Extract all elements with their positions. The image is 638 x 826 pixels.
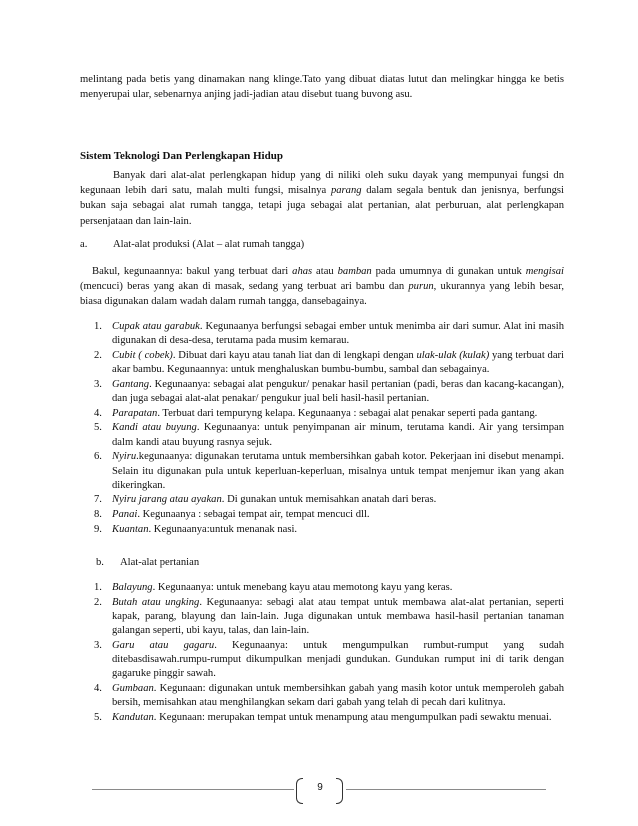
item-text-secondary: yang terbuat dari akar bambu. Kegunaannya: untuk menghaluskan bumbu-bumbu, sambal dan sebagainya.: [112, 349, 564, 376]
item-name: Gantang: [112, 378, 150, 390]
sub-heading-b: [96, 557, 199, 568]
list-number: 4.: [94, 682, 102, 694]
list-item: [94, 682, 564, 710]
list-item: [94, 523, 564, 537]
item-text: . Kegunaan: digunakan untuk membersihkan gabah yang masih kotor untuk memperoleh gabah bersih, memisahkan atau menghilangkan sekam dari gabah yang telah di pecah dari kulitnya.: [112, 682, 564, 709]
list-item: [94, 711, 564, 725]
item-name: Nyiru jarang atau ayakan: [112, 494, 222, 506]
item-text: . Kegunaanya : sebagai tempat air, tempat mencuci dll.: [137, 509, 370, 521]
list-item: [94, 378, 564, 406]
item-name: Cubit ( cobek): [112, 349, 173, 361]
bamban-term: bamban: [337, 266, 372, 277]
footer-divider-right: [346, 789, 546, 790]
list-item: [94, 493, 564, 507]
item-text: . Kegunaanya: untuk mengumpulkan rumbut-rumput yang sudah ditebasdisawah.rumpu-rumput dikumpulkan menjadi gundukan. Gundukan rumput ini di tarik dengan gagaruke pinggir sawah.: [112, 639, 564, 680]
list-number: 4.: [94, 407, 102, 419]
bakul-text-2: atau: [316, 266, 334, 277]
bracket-right-icon: [336, 778, 343, 804]
item-name: Balayung: [112, 582, 153, 593]
list-item: [94, 581, 564, 595]
bakul-text-1: Bakul, kegunaannya: bakul yang terbuat dari: [92, 266, 289, 277]
list-item: [94, 407, 564, 421]
list-number: 9.: [94, 523, 102, 535]
list-number: 5.: [94, 422, 102, 434]
farming-tools-list: [94, 581, 564, 726]
list-number: 5.: [94, 711, 102, 723]
item-text: . Kegunaan: merupakan tempat untuk menampung atau mengumpulkan padi sewaktu menuai.: [153, 711, 552, 723]
list-item: [94, 349, 564, 377]
sub-heading-a: [80, 239, 304, 250]
item-name-secondary: ulak-ulak (kulak): [416, 349, 490, 361]
item-name: Cupak atau garabuk: [112, 321, 200, 332]
item-text: . Kegunaanya berfungsi sebagai ember untuk menimba air dari sumur. Alat ini masih digunakan di desa-desa, terutama pada musim kemarau.: [112, 321, 564, 347]
item-text: . Di gunakan untuk memisahkan anatah dari beras.: [221, 494, 437, 506]
item-text: . Dibuat dari kayu atau tanah liat dan di lengkapi dengan: [172, 349, 417, 361]
item-text: . Terbuat dari tempuryng kelapa. Kegunaanya : sebagai alat penakar seperti pada gantang.: [157, 407, 538, 419]
item-text: . Kegunaanya: untuk menebang kayu atau memotong kayu yang keras.: [152, 582, 453, 593]
item-name: Panai: [112, 509, 138, 521]
household-tools-list: [94, 320, 564, 538]
ahas-term: ahas: [292, 266, 313, 277]
bracket-left-icon: [296, 778, 303, 804]
list-number: 1.: [94, 582, 102, 593]
sub-b-title: Alat-alat pertanian: [120, 557, 200, 568]
list-number: 7.: [94, 494, 102, 506]
item-name: Garu atau gagaru: [112, 639, 215, 651]
item-text: . Kegunaanya: untuk penyimpanan air minum, terutama kandi. Air yang tersimpan dalm kandi atau buyung rasnya sejuk.: [112, 422, 564, 448]
mengisai-term: mengisai: [525, 266, 564, 277]
bakul-text-3: pada umumnya di gunakan untuk: [375, 266, 522, 277]
section-paragraph-b: dalam segala bentuk dan jenisnya, berfungsi bukan saja sebagai alat rumah tangga, tetapi juga sebagai alat pertanian, alat perburuan, alat perlengkapan persenjataan dan lain-lain.: [80, 185, 564, 227]
list-number: 1.: [94, 321, 102, 332]
section-paragraph: [80, 168, 564, 229]
list-number: 3.: [94, 639, 102, 651]
list-item: [94, 508, 564, 522]
list-number: 8.: [94, 509, 102, 521]
list-item: [94, 320, 564, 348]
item-name: Parapatan: [112, 407, 158, 419]
sub-a-marker: a.: [80, 239, 88, 250]
page-number: 9: [317, 782, 323, 793]
section-paragraph-a: Banyak dari alat-alat perlengkapan hidup yang di niliki oleh suku dayak yang mempunyai fungsi dn kegunaan lebih dari satu, malah multi fungsi, misalnya: [80, 170, 564, 197]
item-text: . Kegunaanya: sebagi alat atau tempat untuk membawa alat-alat pertanian, seperti kapak, parang, blayung dan lain-lain. Juga digunakan untuk membawa hasil-hasil pertanian tanaman galangan seperti, ubi kayu, talas, dan lain-lain.: [112, 596, 564, 637]
list-item: [94, 450, 564, 493]
list-number: 6.: [94, 451, 102, 463]
item-name: Butah atau ungking: [112, 596, 200, 608]
item-name: Kandi atau buyung: [112, 422, 197, 434]
list-item: [94, 421, 564, 449]
list-number: 2.: [94, 596, 102, 608]
item-text: .kegunaanya: digunakan terutama untuk membersihkan gabah kotor. Pekerjaan ini disebut menampi. Selain itu digunakan pula untuk keperluan-keperluan, misalnya untuk tempat menjemur ikan yang akan dikeringkan.: [112, 451, 564, 491]
sub-b-marker: b.: [96, 557, 104, 568]
bakul-text-5: , ukurannya yang lebih besar, biasa digunakan dalam wadah dalam rumah tangga, dansebagainya.: [80, 281, 564, 308]
item-name: Kandutan: [112, 711, 154, 723]
list-item: [94, 639, 564, 682]
page-footer: [0, 776, 638, 806]
item-text: . Kegunaanya:untuk menanak nasi.: [148, 523, 298, 535]
parang-term: parang: [330, 185, 362, 197]
bakul-text-4: (mencuci) beras yang akan di masak, sedang yang terbuat ari bambu dan: [80, 281, 405, 293]
item-name: Gumbaan: [112, 682, 154, 694]
item-name: Kuantan: [112, 523, 149, 535]
list-number: 3.: [94, 378, 102, 390]
bakul-paragraph: [80, 264, 564, 310]
list-item: [94, 596, 564, 639]
section-title: Sistem Teknologi Dan Perlengkapan Hidup: [80, 150, 283, 162]
purun-term: purun: [408, 281, 434, 293]
item-text: . Kegunaanya: sebagai alat pengukur/ penakar hasil pertanian (padi, beras dan kacang-kacangan), dan juga sebagai alat-alat penakar/ pengukur jual beli hasil-hasil pertanian.: [112, 378, 564, 405]
footer-divider-left: [92, 789, 294, 790]
item-name: Nyiru: [112, 451, 137, 463]
sub-a-title: Alat-alat produksi (Alat – alat rumah tangga): [113, 239, 305, 250]
list-number: 2.: [94, 349, 102, 361]
intro-paragraph: melintang pada betis yang dinamakan nang klinge.Tato yang dibuat diatas lutut dan melingkar hingga ke betis menyerupai ular, sebenarnya anjing jadi-jadian atau disebut tuang buvong asu.: [80, 74, 564, 101]
